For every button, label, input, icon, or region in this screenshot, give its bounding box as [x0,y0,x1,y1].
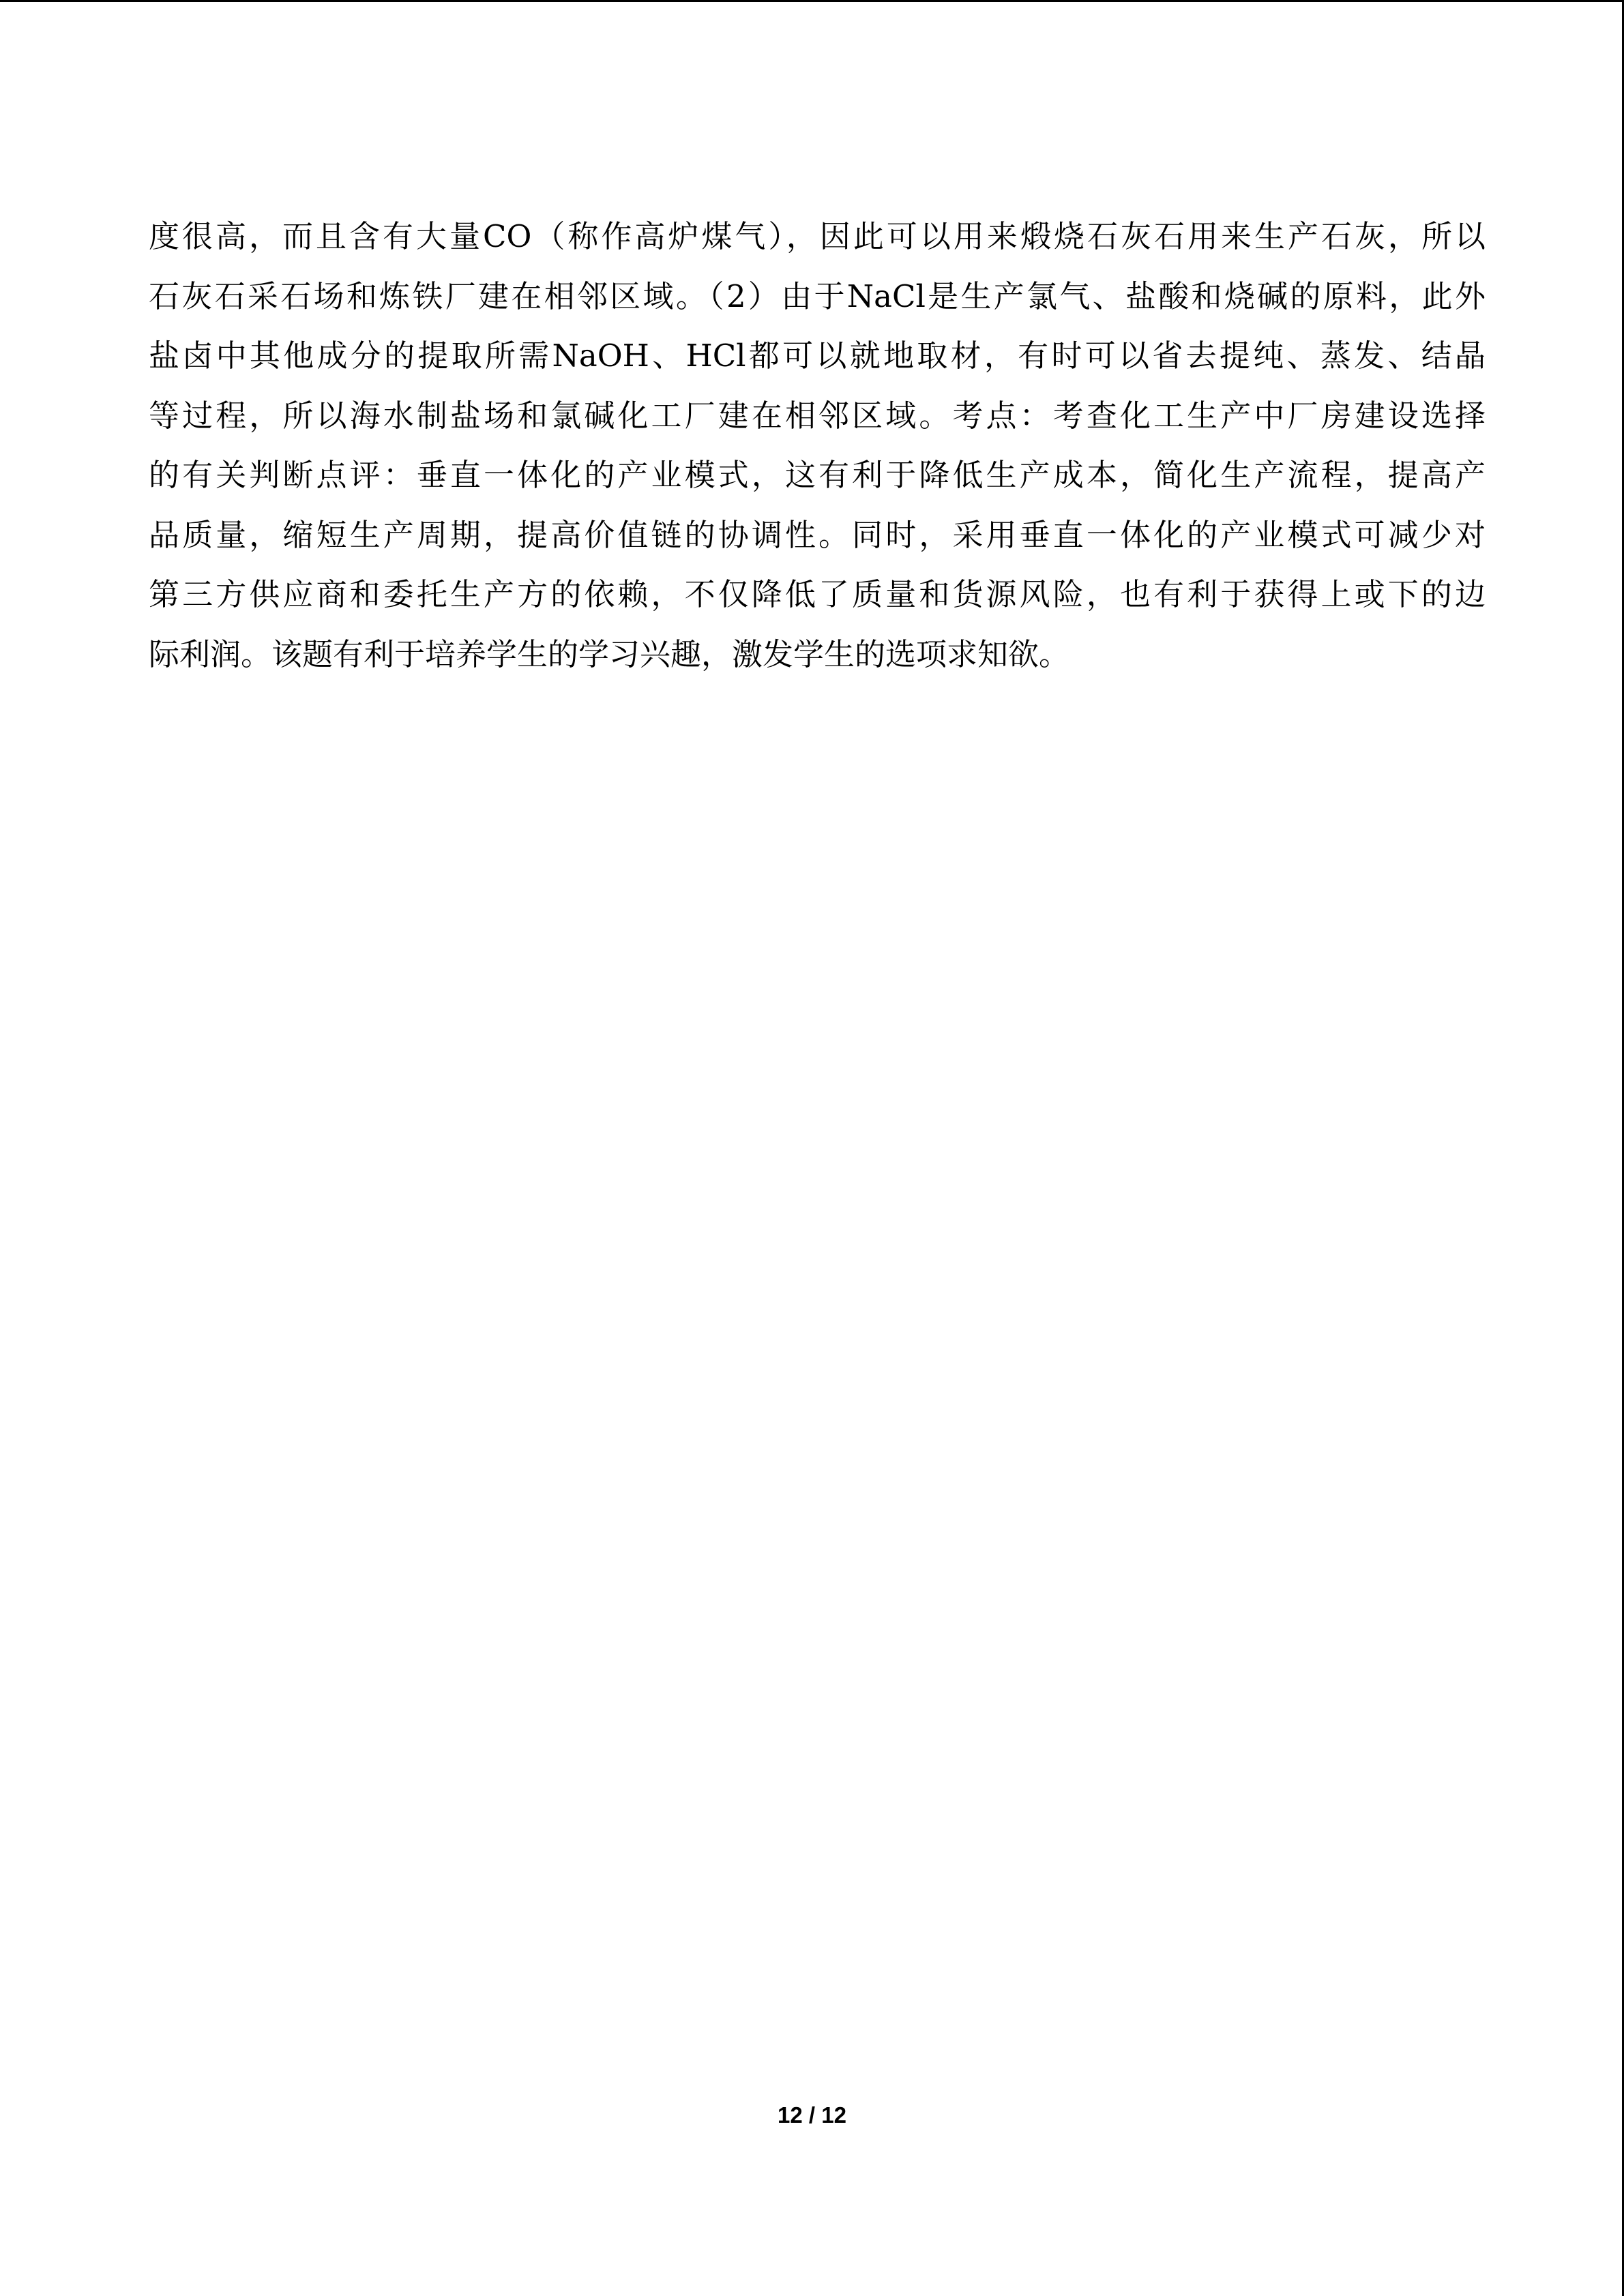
text-line-5: 的有关判断点评：垂直一体化的产业模式，这有利于降低生产成本，简化生产流程，提高产 [149,457,1486,493]
answer-explanation-paragraph [149,207,1486,684]
text-line-4: 等过程，所以海水制盐场和氯碱化工厂建在相邻区域。考点：考查化工生产中厂房建设选择 [149,397,1486,434]
text-line-6: 品质量，缩短生产周期，提高价值链的协调性。同时，采用垂直一体化的产业模式可减少对 [149,516,1486,553]
text-line-8: 际利润。该题有利于培养学生的学习兴趣，激发学生的选项求知欲。 [149,636,1070,672]
text-line-3: 盐卤中其他成分的提取所需NaOH、HCl都可以就地取材，有时可以省去提纯、蒸发、结晶 [149,338,1486,374]
text-line-2: 石灰石采石场和炼铁厂建在相邻区域。（2）由于NaCl是生产氯气、盐酸和烧碱的原料，此外 [149,278,1486,314]
text-line-7: 第三方供应商和委托生产方的依赖，不仅降低了质量和货源风险，也有利于获得上或下的边 [149,576,1486,612]
page-number: 12 / 12 [778,2102,846,2128]
text-line-1: 度很高，而且含有大量CO（称作高炉煤气），因此可以用来煅烧石灰石用来生产石灰，所以 [149,218,1486,254]
